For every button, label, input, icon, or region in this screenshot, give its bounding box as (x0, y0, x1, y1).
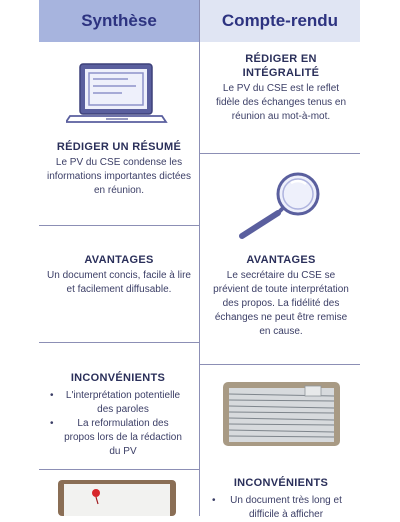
separator-right-2 (199, 364, 360, 365)
avantages-synthese-text: Un document concis, facile à lire et facilement diffusable. (47, 270, 191, 295)
block-avantages-synthese (44, 253, 194, 297)
avantages-synthese-title: AVANTAGES (84, 254, 154, 266)
inconvenients-compte-rendu-title: INCONVÉNIENTS (233, 477, 329, 489)
resume-title: RÉDIGER UN RÉSUMÉ (56, 141, 182, 153)
header-compte-rendu: Compte-rendu (200, 0, 360, 42)
laptop-icon (66, 62, 168, 128)
block-avantages-compte-rendu (212, 253, 350, 339)
inconvenients-compte-rendu-list (214, 494, 348, 522)
separator-left-2 (39, 342, 199, 343)
integralite-title: RÉDIGER EN INTÉGRALITÉ (242, 53, 320, 79)
integralite-text: Le PV du CSE est le reflet fidèle des échanges tenus en réunion au mot-à-mot. (215, 83, 347, 122)
avantages-compte-rendu-title: AVANTAGES (246, 254, 316, 266)
block-inconvenients-compte-rendu (214, 476, 348, 522)
list-item: • L'interprétation potentielle des paroles (52, 389, 184, 417)
pinned-note-photo (58, 480, 176, 516)
avantages-compte-rendu-text: Le secrétaire du CSE se prévient de toute interprétation des propos. La fidélité des échanges ne peut être remise en cause. (213, 270, 349, 337)
resume-text: Le PV du CSE condense les informations importantes dictées en réunion. (47, 157, 191, 196)
block-integralite (212, 52, 350, 124)
separator-left-1 (39, 225, 199, 226)
magnifying-glass-icon (236, 170, 326, 240)
inconvenients-synthese-list (52, 389, 184, 459)
separator-left-3 (39, 469, 199, 470)
block-inconvenients-synthese (52, 371, 184, 459)
header-synthese: Synthèse (39, 0, 199, 42)
block-resume (44, 140, 194, 198)
inconvenients-synthese-title: INCONVÉNIENTS (70, 372, 166, 384)
separator-right-1 (199, 153, 360, 154)
paper-stack-photo (223, 382, 340, 446)
column-divider (199, 0, 200, 516)
list-item: • Un document très long et difficile à afficher (214, 494, 348, 522)
list-item: • La reformulation des propos lors de la rédaction du PV (52, 417, 184, 459)
